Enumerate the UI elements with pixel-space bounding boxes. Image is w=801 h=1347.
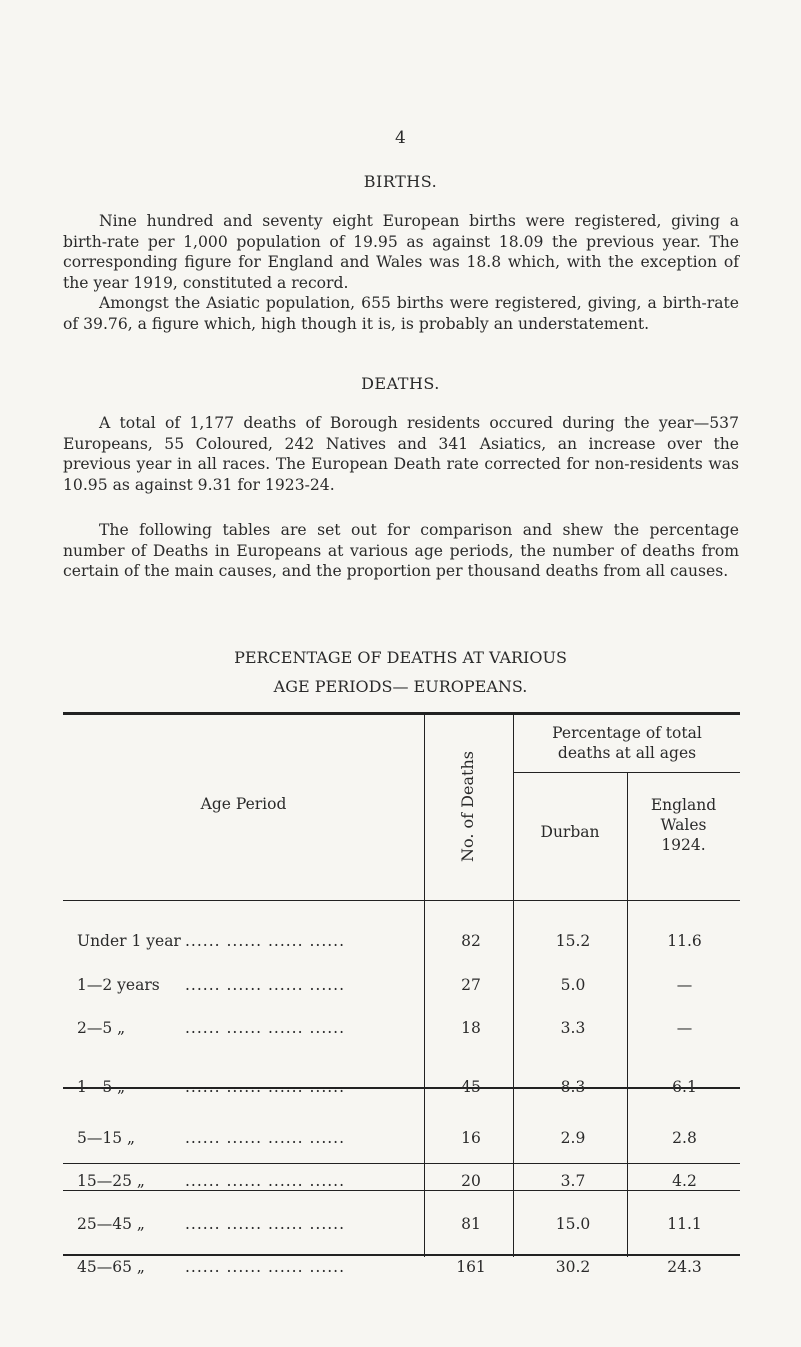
deaths-paragraph-1: A total of 1,177 deaths of Borough residents occured during the year—537 Europeans, 55 Coloured, 242 Natives and 341 Asiatics, an increase over the previous year in all races. The European Death rate corrected for non-residents was 10.95 as against 9.31 for 1923-24. [63, 414, 739, 494]
england-value: 11.6 [667, 932, 702, 950]
deaths-paragraph-2: The following tables are set out for comparison and shew the percentage number of Deaths in Europeans at various age periods, the number of deaths from certain of the main causes, and the proportion per thousand deaths from all causes. [63, 521, 739, 580]
table-bottom-rule [63, 1254, 740, 1256]
table-title-line-1: PERCENTAGE OF DEATHS AT VARIOUS [234, 648, 567, 667]
header-percentage: Percentage of total deaths at all ages [552, 724, 702, 762]
deaths-value: 161 [456, 1258, 486, 1276]
header-durban: Durban [540, 823, 600, 841]
england-value: 4.2 [672, 1172, 697, 1190]
row-2-5-years: 2—5 „ ...... ...... ...... ...... [77, 1019, 346, 1037]
deaths-value: 16 [461, 1129, 481, 1147]
births-heading: BIRTHS. [363, 172, 438, 191]
total-top-rule [63, 1190, 740, 1191]
durban-value: 2.9 [560, 1129, 586, 1147]
row-25-45-years: 25—45 „ ...... ...... ...... ...... [77, 1215, 346, 1233]
row-1-2-years: 1—2 years ...... ...... ...... ...... [77, 976, 346, 994]
durban-value: 30.2 [555, 1258, 591, 1276]
header-england-wales: England Wales 1924. [650, 796, 717, 854]
deaths-value: 45 [461, 1078, 481, 1096]
england-value: 2.8 [672, 1129, 697, 1147]
header-age-period: Age Period [200, 795, 287, 813]
durban-value: 3.3 [560, 1019, 586, 1037]
deaths-value: 82 [461, 932, 481, 950]
age-group-rule [63, 1163, 740, 1164]
deaths-value: 81 [461, 1215, 481, 1233]
table-title-line-2: AGE PERIODS— EUROPEANS. [273, 677, 528, 696]
row-5-15-years: 5—15 „ ...... ...... ...... ...... [77, 1129, 346, 1147]
header-bottom-rule [63, 900, 740, 901]
births-paragraph-2: Amongst the Asiatic population, 655 births were registered, giving, a birth-rate of 39.76, a figure which, high though it is, is probably an understatement. [63, 294, 739, 333]
page-number: 4 [395, 128, 406, 148]
england-value: — [676, 1019, 693, 1037]
deaths-heading: DEATHS. [361, 374, 440, 393]
deaths-value: 27 [461, 976, 481, 994]
row-1-5-years: 1—5 „ ...... ...... ...... ...... [77, 1078, 346, 1096]
durban-value: 15.2 [555, 932, 591, 950]
england-value: — [676, 976, 693, 994]
durban-value: 5.0 [560, 976, 586, 994]
births-paragraph-1: Nine hundred and seventy eight European births were registered, giving a birth-rate per 1,000 population of 19.95 as against 18.09 the previous year. The corresponding figure for England and Wales was 18.8 which, with the exception of the year 1919, constituted a record. [63, 212, 739, 292]
deaths-value: 20 [461, 1172, 481, 1190]
england-value: 6.1 [672, 1078, 697, 1096]
row-15-25-years: 15—25 „ ...... ...... ...... ...... [77, 1172, 346, 1190]
age-period-deaths-table [63, 712, 740, 1276]
table-top-rule [63, 712, 740, 715]
row-45-65-years: 45—65 „ ...... ...... ...... ...... [77, 1258, 346, 1276]
deaths-value: 18 [461, 1019, 481, 1037]
durban-value: 8.3 [560, 1078, 586, 1096]
row-under-1-year: Under 1 year ...... ...... ...... ...... [77, 932, 346, 950]
durban-value: 15.0 [555, 1215, 591, 1233]
england-value: 11.1 [667, 1215, 702, 1233]
header-no-of-deaths: No. of Deaths [457, 750, 477, 862]
england-value: 24.3 [667, 1258, 702, 1276]
durban-value: 3.7 [560, 1172, 586, 1190]
